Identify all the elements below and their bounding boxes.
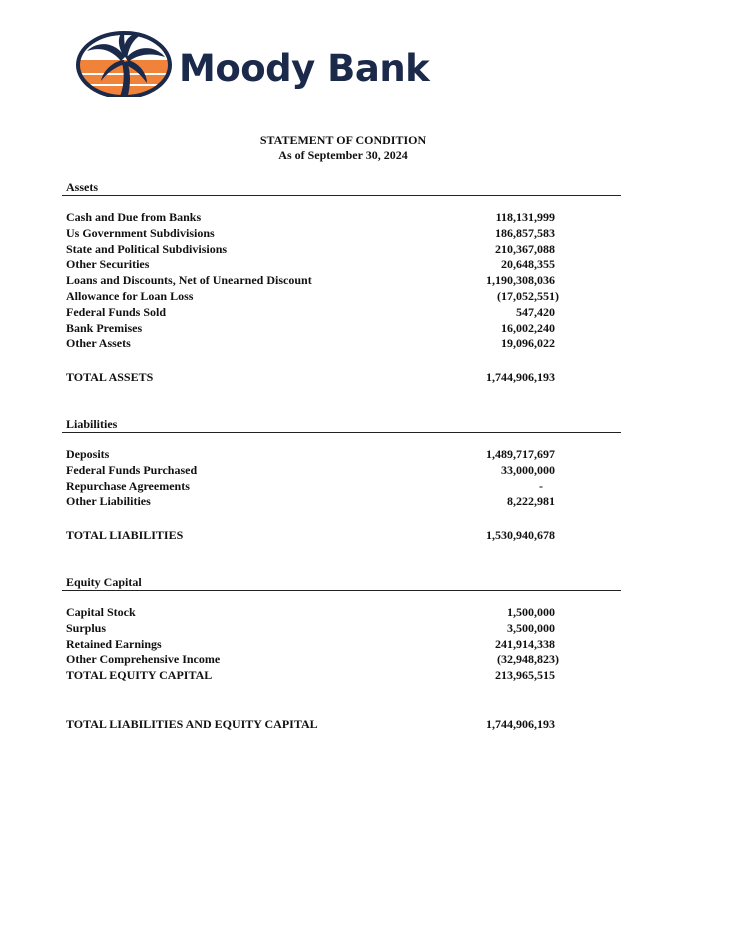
liabilities-list bbox=[66, 447, 559, 510]
total-label: TOTAL ASSETS bbox=[66, 370, 154, 384]
equity-list bbox=[66, 605, 559, 684]
list-item bbox=[66, 305, 559, 321]
equity-divider bbox=[62, 590, 621, 591]
bank-logo bbox=[75, 27, 430, 99]
item-value: 19,096,022 bbox=[501, 336, 555, 351]
item-value: 547,420 bbox=[516, 304, 555, 319]
item-value: 1,190,308,036 bbox=[486, 273, 555, 288]
item-label: Other Assets bbox=[66, 336, 131, 351]
item-label: Retained Earnings bbox=[66, 636, 162, 651]
item-value: 1,489,717,697 bbox=[486, 447, 555, 461]
statement-title: STATEMENT OF CONDITION bbox=[259, 133, 427, 147]
total-liabilities-row bbox=[66, 527, 559, 543]
total-assets-row bbox=[66, 369, 559, 385]
list-item bbox=[66, 668, 559, 684]
list-item bbox=[66, 210, 559, 226]
item-value: (17,052,551) bbox=[497, 288, 559, 303]
item-value: 1,500,000 bbox=[507, 605, 555, 619]
equity-heading: Equity Capital bbox=[66, 575, 142, 589]
item-label: Cash and Due from Banks bbox=[66, 210, 202, 224]
item-label: State and Political Subdivisions bbox=[66, 241, 228, 256]
item-label: Us Government Subdivisions bbox=[66, 225, 215, 240]
item-label: Other Securities bbox=[66, 257, 150, 272]
item-value: (32,948,823) bbox=[497, 652, 559, 667]
list-item bbox=[66, 321, 559, 337]
list-item bbox=[66, 273, 559, 289]
item-value: 118,131,999 bbox=[495, 210, 555, 224]
item-value: 3,500,000 bbox=[507, 620, 555, 635]
total-label: TOTAL LIABILITIES bbox=[66, 528, 184, 542]
bank-name: Moody Bank bbox=[179, 47, 430, 90]
total-value: 1,744,906,193 bbox=[486, 717, 555, 731]
list-item bbox=[66, 479, 559, 495]
item-value: 213,965,515 bbox=[495, 668, 555, 683]
item-label: Federal Funds Sold bbox=[66, 304, 167, 319]
item-label: Deposits bbox=[66, 447, 110, 461]
list-item bbox=[66, 242, 559, 258]
item-label: Other Comprehensive Income bbox=[66, 652, 221, 667]
list-item bbox=[66, 447, 559, 463]
statement-date: As of September 30, 2024 bbox=[278, 148, 408, 162]
item-label: TOTAL EQUITY CAPITAL bbox=[66, 668, 213, 683]
list-item bbox=[66, 494, 559, 510]
list-item bbox=[66, 289, 559, 305]
item-label: Other Liabilities bbox=[66, 494, 151, 509]
liabilities-divider bbox=[62, 432, 621, 433]
assets-heading: Assets bbox=[66, 180, 98, 194]
item-value: 8,222,981 bbox=[507, 494, 555, 509]
list-item bbox=[66, 605, 559, 621]
item-value: 20,648,355 bbox=[501, 257, 555, 272]
item-label: Capital Stock bbox=[66, 605, 136, 619]
item-value: 210,367,088 bbox=[495, 241, 555, 256]
item-label: Repurchase Agreements bbox=[66, 478, 190, 493]
total-value: 1,530,940,678 bbox=[486, 528, 555, 542]
list-item bbox=[66, 621, 559, 637]
item-value: 33,000,000 bbox=[501, 462, 555, 477]
item-value: 241,914,338 bbox=[495, 636, 555, 651]
total-label: TOTAL LIABILITIES AND EQUITY CAPITAL bbox=[66, 717, 318, 731]
list-item bbox=[66, 257, 559, 273]
total-value: 1,744,906,193 bbox=[486, 370, 555, 384]
item-value: 186,857,583 bbox=[495, 225, 555, 240]
item-label: Federal Funds Purchased bbox=[66, 462, 198, 477]
item-label: Allowance for Loan Loss bbox=[66, 288, 194, 303]
liabilities-heading: Liabilities bbox=[66, 417, 118, 431]
assets-list bbox=[66, 210, 559, 352]
list-item bbox=[66, 463, 559, 479]
grand-total-row bbox=[66, 716, 559, 732]
item-label: Loans and Discounts, Net of Unearned Discount bbox=[66, 273, 312, 288]
palm-tree-sunset-icon bbox=[75, 27, 173, 97]
list-item bbox=[66, 652, 559, 668]
item-value: - bbox=[539, 478, 543, 493]
item-label: Surplus bbox=[66, 620, 107, 635]
list-item bbox=[66, 637, 559, 653]
item-label: Bank Premises bbox=[66, 320, 143, 335]
list-item bbox=[66, 336, 559, 352]
item-value: 16,002,240 bbox=[501, 320, 555, 335]
list-item bbox=[66, 226, 559, 242]
assets-divider bbox=[62, 195, 621, 196]
